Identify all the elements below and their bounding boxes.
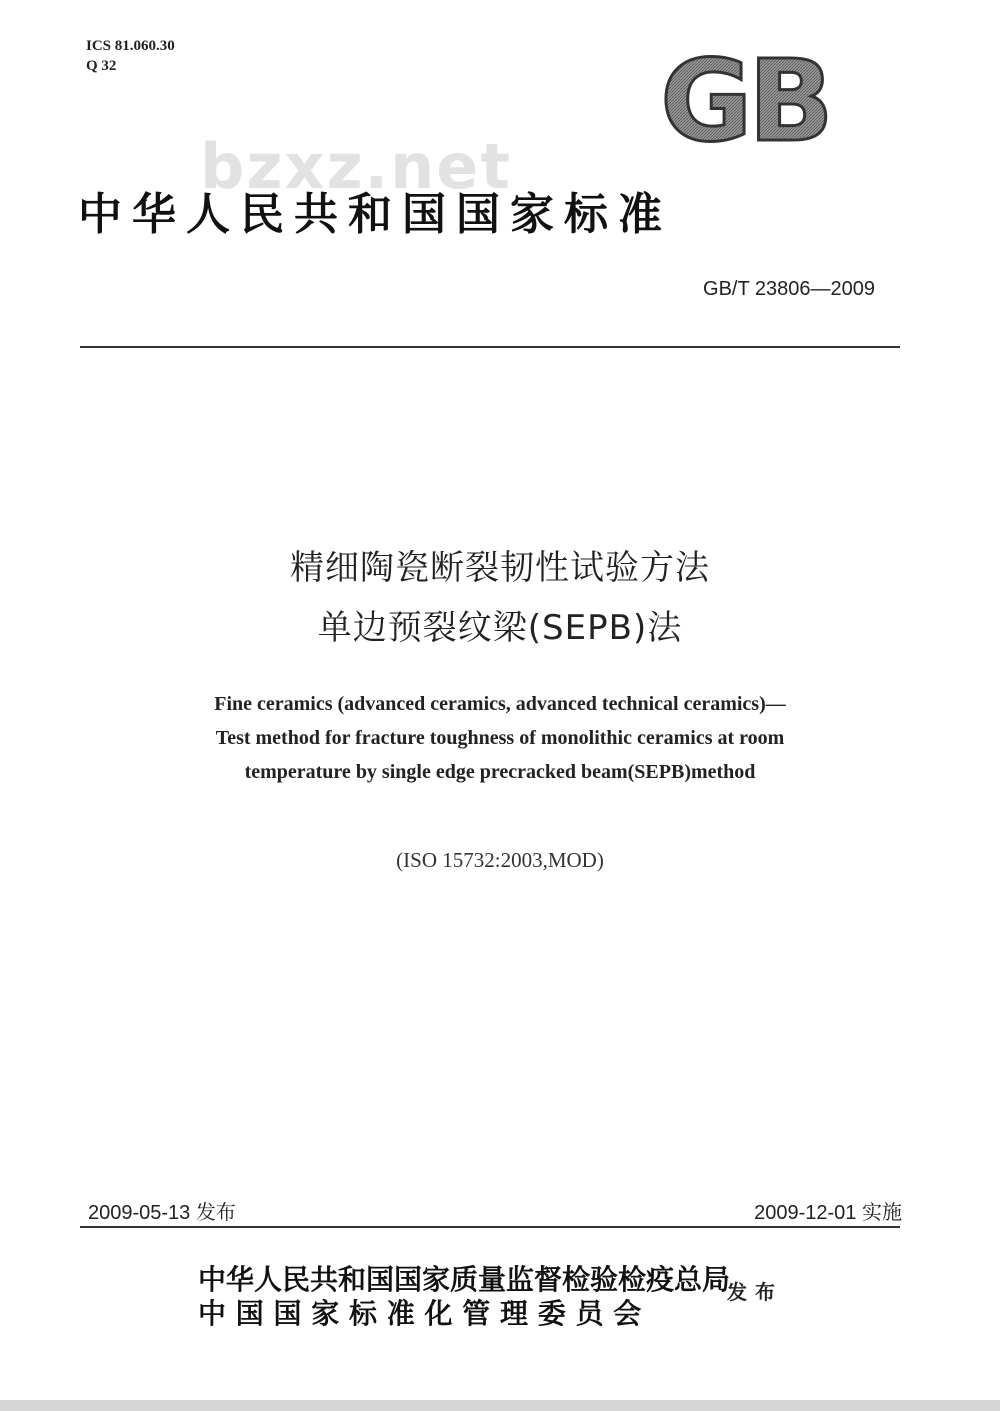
ccs-code: Q 32 — [86, 58, 117, 74]
publisher-line1: 中华人民共和国国家质量监督检验检疫总局 — [198, 1263, 731, 1296]
page-bottom-bar — [0, 1400, 1000, 1411]
divider-bottom — [80, 1226, 900, 1228]
classification-codes — [86, 36, 175, 76]
gb-logo — [650, 48, 840, 152]
title-en-line1: Fine ceramics (advanced ceramics, advanced technical ceramics)— — [214, 693, 786, 715]
implementation-date: 2009-12-01 实施 — [754, 1202, 902, 1224]
publish-label: 发布 — [727, 1280, 783, 1304]
watermark: bzxz.net — [200, 130, 512, 203]
ics-code: ICS 81.060.30 — [86, 38, 175, 54]
divider-top — [80, 346, 900, 348]
publisher-line2: 中 国 国 家 标 准 化 管 理 委 员 会 — [198, 1297, 642, 1330]
title-cn-line2: 单边预裂纹梁(SEPB)法 — [317, 608, 683, 648]
standard-number: GB/T 23806—2009 — [703, 278, 875, 300]
title-cn-line1: 精细陶瓷断裂韧性试验方法 — [290, 548, 710, 588]
national-standard-title: 中华人民共和国国家标准 — [78, 189, 672, 240]
title-en-line3: temperature by single edge precracked beam(SEPB)method — [244, 761, 756, 783]
logo-text: GB — [660, 48, 830, 152]
issue-date: 2009-05-13 发布 — [88, 1202, 236, 1224]
title-en-line2: Test method for fracture toughness of monolithic ceramics at room — [215, 727, 785, 749]
iso-reference: (ISO 15732:2003,MOD) — [396, 848, 604, 872]
